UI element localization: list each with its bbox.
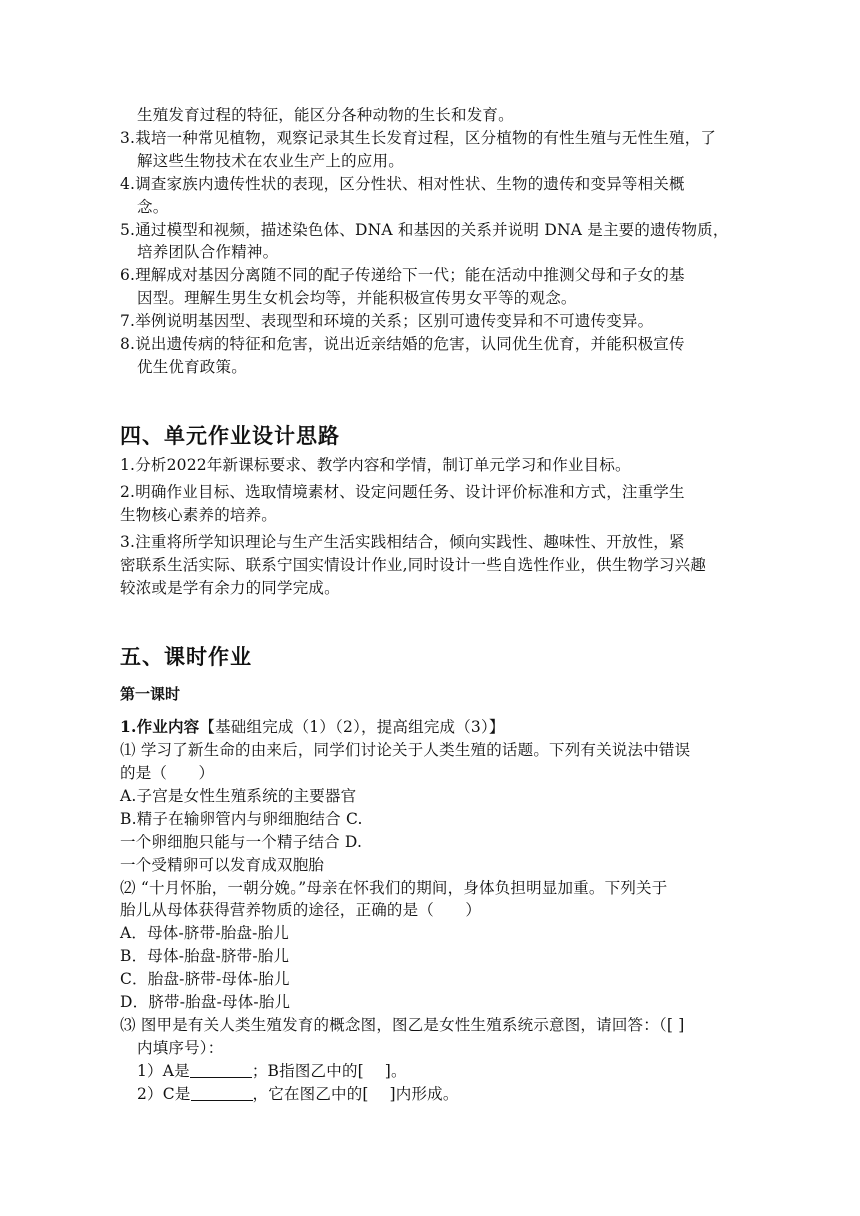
homework-content-label: 1.作业内容 [120,717,200,736]
subquestion-1-suffix: ；B指图乙中的[ ]。 [251,1062,407,1080]
question-3-stem-continuation: 内填序号）： [137,1039,224,1057]
list-item-4-continuation: 念。 [137,198,169,216]
list-item-3-continuation: 解这些生物技术在农业生产上的应用。 [137,152,404,170]
homework-group-note: 【基础组完成（1）（2），提高组完成（3）】 [199,718,505,736]
section-4-paragraph-2: 2.明确作业目标、选取情境素材、设定问题任务、设计评价标准和方式，注重学生 [120,483,685,501]
subquestion-2-suffix: ，它在图乙中的[ ]内形成。 [252,1085,459,1103]
lesson-title: 第一课时 [120,685,181,703]
list-item-3: 3.栽培一种常见植物，观察记录其生长发育过程，区分植物的有性生殖与无性生殖，了 [120,129,717,147]
homework-content-line [120,716,505,738]
section-4-paragraph-1: 1.分析2022年新课标要求、教学内容和学情，制订单元学习和作业目标。 [120,456,631,474]
question-1-stem-continuation: 的是（ ） [120,764,215,782]
question-1-option-c: 一个卵细胞只能与一个精子结合 D. [120,833,363,851]
question-2-stem-continuation: 胎儿从母体获得营养物质的途径，正确的是（ ） [120,901,482,919]
question-3-subquestion-2 [137,1083,459,1105]
subquestion-1-prefix: 1）A是 [137,1062,190,1080]
section-4-heading: 四、单元作业设计思路 [120,424,340,448]
list-item-7: 7.举例说明基因型、表现型和环境的关系；区别可遗传变异和不可遗传变异。 [120,312,654,330]
question-3-stem: ⑶ 图甲是有关人类生殖发育的概念图，图乙是女性生殖系统示意图，请回答：（[ ] [120,1016,685,1034]
answer-blank-a[interactable] [190,1062,252,1078]
section-4-paragraph-3-line-2: 密联系生活实际、联系宁国实情设计作业,同时设计一些自选性作业，供生物学习兴趣 [120,556,707,574]
list-item-5-continuation: 培养团队合作精神。 [137,243,279,261]
section-4-paragraph-3-line-3: 较浓或是学有余力的同学完成。 [120,579,340,597]
subquestion-2-prefix: 2）C是 [137,1085,191,1103]
question-1-option-b: B.精子在输卵管内与卵细胞结合 C. [120,810,363,828]
list-item-2-continuation: 生殖发育过程的特征，能区分各种动物的生长和发育。 [137,106,514,124]
question-1-option-a: A.子宫是女性生殖系统的主要器官 [120,787,357,805]
section-5-heading: 五、课时作业 [120,645,252,669]
question-1-option-d: 一个受精卵可以发育成双胞胎 [120,856,325,874]
question-2-option-a: A．母体-脐带-胎盘-胎儿 [120,924,290,942]
list-item-6-continuation: 因型。理解生男生女机会均等，并能积极宣传男女平等的观念。 [137,289,577,307]
list-item-5: 5.通过模型和视频，描述染色体、DNA 和基因的关系并说明 DNA 是主要的遗传物质， [120,221,729,239]
section-4-paragraph-2-continuation: 生物核心素养的培养。 [120,506,278,524]
question-3-subquestion-1 [137,1060,407,1082]
question-1-stem: ⑴ 学习了新生命的由来后，同学们讨论关于人类生殖的话题。下列有关说法中错误 [120,741,691,759]
question-2-option-c: C．胎盘-脐带-母体-胎儿 [120,970,290,988]
list-item-8: 8.说出遗传病的特征和危害，说出近亲结婚的危害，认同优生优育，并能积极宣传 [120,335,685,353]
section-4-paragraph-3: 3.注重将所学知识理论与生产生活实践相结合，倾向实践性、趣味性、开放性，紧 [120,533,685,551]
list-item-8-continuation: 优生优育政策。 [137,358,247,376]
list-item-4: 4.调查家族内遗传性状的表现，区分性状、相对性状、生物的遗传和变异等相关概 [120,175,685,193]
list-item-6: 6.理解成对基因分离随不同的配子传递给下一代；能在活动中推测父母和子女的基 [120,266,685,284]
answer-blank-c[interactable] [191,1085,253,1101]
question-2-stem: ⑵ “十月怀胎，一朝分娩。”母亲在怀我们的期间，身体负担明显加重。下列关于 [120,879,668,897]
question-2-option-b: B．母体-胎盘-脐带-胎儿 [120,947,290,965]
question-2-option-d: D．脐带-胎盘-母体-胎儿 [120,993,291,1011]
